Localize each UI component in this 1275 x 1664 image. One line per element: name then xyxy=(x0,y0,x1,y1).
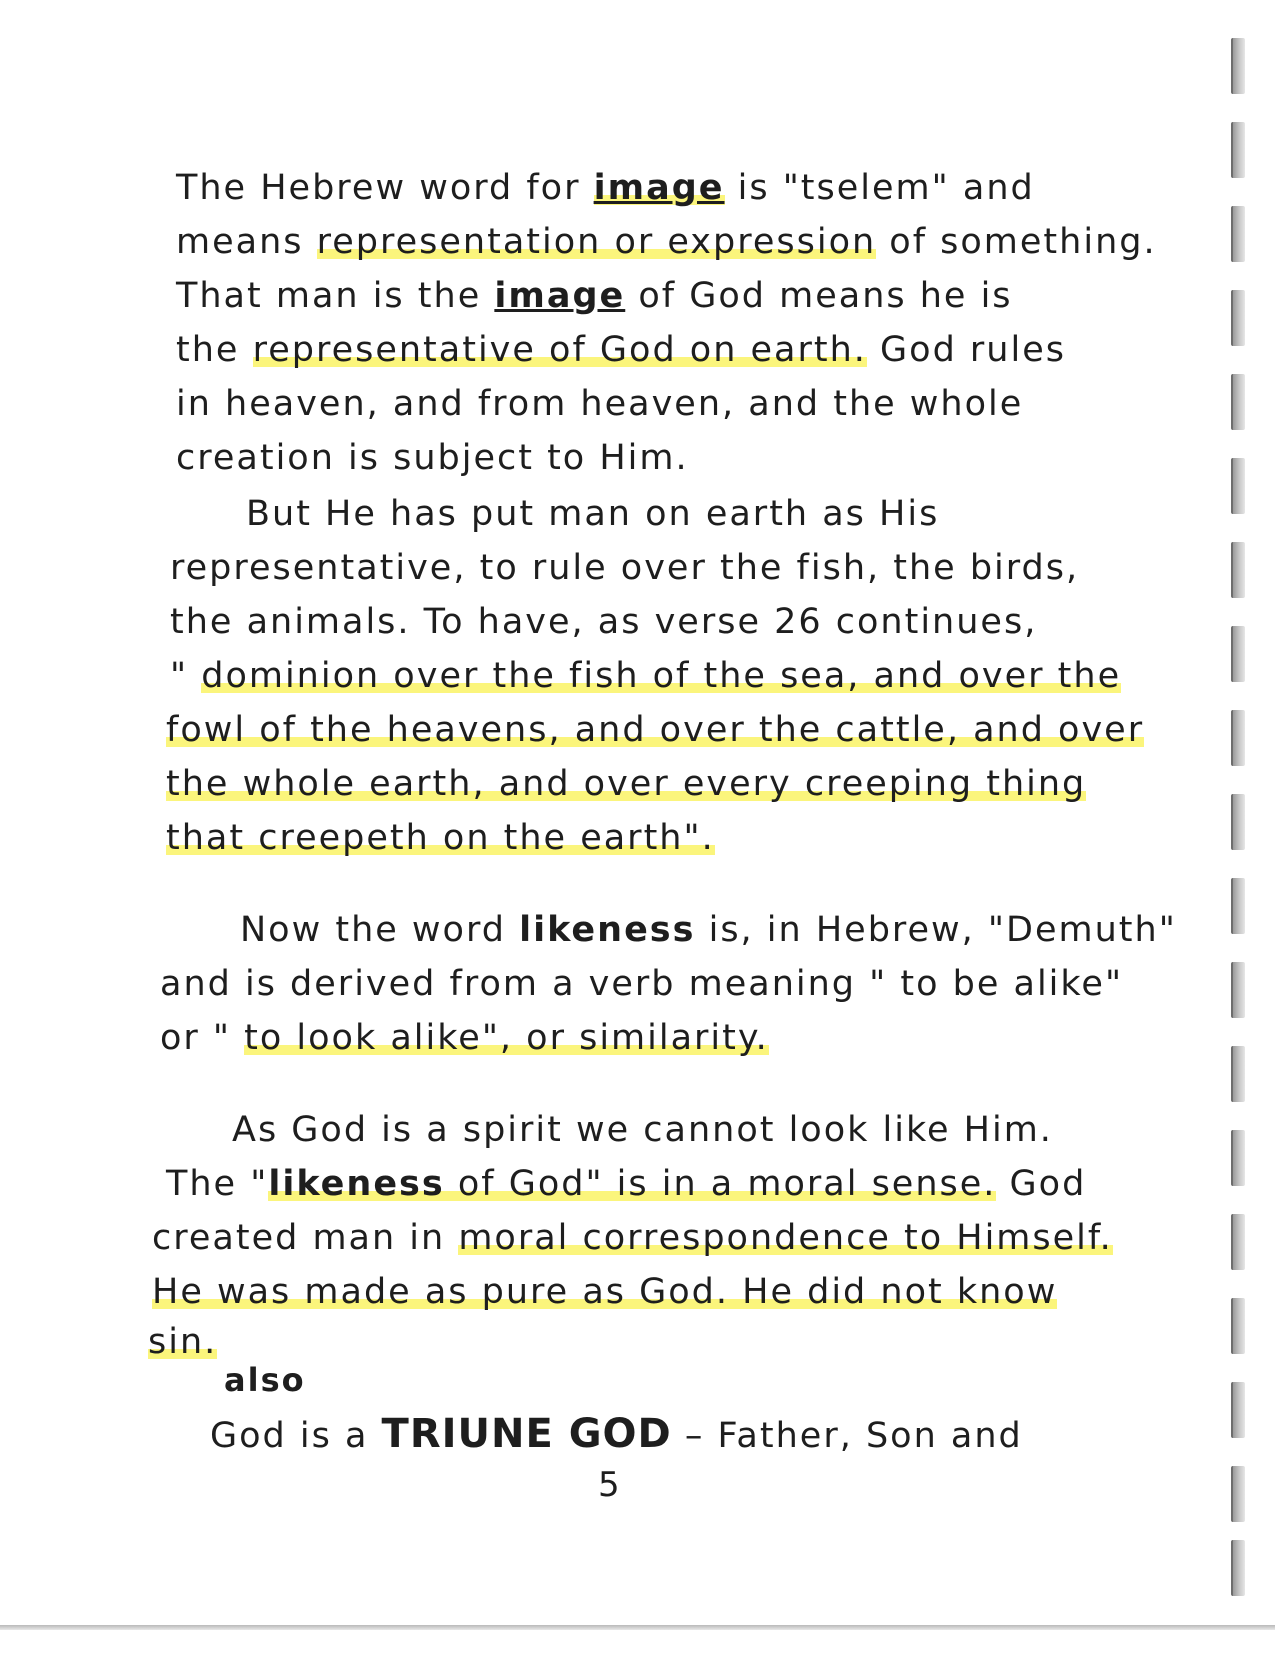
binding-hole xyxy=(1231,878,1245,934)
highlighted-text: to look alike", or similarity. xyxy=(244,1018,769,1058)
binding-hole xyxy=(1231,542,1245,598)
text-line xyxy=(166,710,1144,750)
text-line xyxy=(166,1164,1086,1204)
binding-hole xyxy=(1231,1466,1245,1522)
highlighted-quote: fowl of the heavens, and over the cattle, and over xyxy=(166,710,1145,750)
text-line xyxy=(176,168,1035,208)
text-span: the xyxy=(176,330,253,370)
text-span: also xyxy=(224,1361,306,1399)
binding-hole xyxy=(1231,1382,1245,1438)
text-span: As God is a spirit we cannot look like Him. xyxy=(232,1110,1053,1150)
text-span: representative, to rule over the fish, the birds, xyxy=(170,548,1080,588)
binding-hole xyxy=(1231,710,1245,766)
text-span: God is a xyxy=(210,1416,382,1456)
keyword-image: image xyxy=(494,276,626,316)
text-line xyxy=(176,330,1066,370)
text-line xyxy=(170,602,1037,642)
highlighted-text: of God" is in a moral sense. xyxy=(444,1164,997,1204)
highlighted-text: representation or expression xyxy=(316,222,877,262)
keyword-likeness: likeness xyxy=(268,1164,445,1204)
text-span: of something. xyxy=(876,222,1157,262)
highlighted-text: representative of God on earth. xyxy=(252,330,867,370)
binding-hole xyxy=(1231,962,1245,1018)
highlighted-text: sin. xyxy=(148,1322,218,1362)
keyword-likeness: likeness xyxy=(519,910,696,950)
text-line xyxy=(148,1322,217,1362)
spiral-binding xyxy=(1231,38,1245,1598)
binding-hole xyxy=(1231,290,1245,346)
binding-hole xyxy=(1231,626,1245,682)
binding-hole xyxy=(1231,122,1245,178)
highlighted-quote: dominion over the fish of the sea, and over the xyxy=(201,656,1122,696)
binding-hole xyxy=(1231,458,1245,514)
text-line xyxy=(176,276,1013,316)
keyword-triune-god: TRIUNE GOD xyxy=(381,1411,672,1457)
binding-hole xyxy=(1231,374,1245,430)
text-span: and is derived from a verb meaning " to be alike" xyxy=(160,964,1124,1004)
text-span: The " xyxy=(166,1164,269,1204)
text-span: – Father, Son and xyxy=(671,1416,1023,1456)
text-line xyxy=(246,494,939,534)
text-line xyxy=(176,438,689,478)
text-span: means xyxy=(176,222,317,262)
binding-hole xyxy=(1231,1214,1245,1270)
binding-hole xyxy=(1231,1046,1245,1102)
page-bottom-edge xyxy=(0,1625,1275,1630)
text-span: The Hebrew word for xyxy=(176,168,594,208)
text-line xyxy=(176,222,1157,262)
text-span: " xyxy=(170,656,202,696)
text-line xyxy=(240,910,1177,950)
binding-hole xyxy=(1231,1298,1245,1354)
highlighted-quote: the whole earth, and over every creeping thing xyxy=(166,764,1087,804)
binding-hole xyxy=(1231,1540,1245,1596)
text-line xyxy=(152,1272,1057,1312)
page-number: 5 xyxy=(598,1465,620,1505)
text-line xyxy=(152,1218,1113,1258)
text-span: Now the word xyxy=(240,910,520,950)
keyword-image: image xyxy=(593,168,725,208)
text-span: is, in Hebrew, "Demuth" xyxy=(695,910,1177,950)
text-span: the animals. To have, as verse 26 continues, xyxy=(170,602,1038,642)
text-line xyxy=(166,764,1086,804)
text-line xyxy=(160,964,1123,1004)
text-line xyxy=(160,1018,769,1058)
highlighted-text: He was made as pure as God. He did not know xyxy=(152,1272,1058,1312)
text-span: God rules xyxy=(866,330,1066,370)
binding-hole xyxy=(1231,1130,1245,1186)
binding-hole xyxy=(1231,794,1245,850)
text-span: creation is subject to Him. xyxy=(176,438,689,478)
highlighted-text: moral correspondence to Himself. xyxy=(458,1218,1113,1258)
text-span: created man in xyxy=(152,1218,459,1258)
binding-hole xyxy=(1231,38,1245,94)
text-line xyxy=(232,1110,1053,1150)
text-line xyxy=(170,548,1079,588)
text-line xyxy=(170,656,1121,696)
text-span: in heaven, and from heaven, and the whole xyxy=(176,384,1024,424)
text-span: But He has put man on earth as His xyxy=(246,494,940,534)
text-line xyxy=(210,1411,1023,1457)
text-span: of God means he is xyxy=(625,276,1013,316)
text-span: God xyxy=(996,1164,1087,1204)
text-line xyxy=(176,384,1023,424)
also-note xyxy=(224,1360,306,1400)
text-span: That man is the xyxy=(176,276,495,316)
binding-hole xyxy=(1231,206,1245,262)
text-line xyxy=(166,818,715,858)
text-span: is "tselem" and xyxy=(724,168,1035,208)
highlighted-quote: that creepeth on the earth". xyxy=(166,818,715,858)
text-span: or " xyxy=(160,1018,245,1058)
